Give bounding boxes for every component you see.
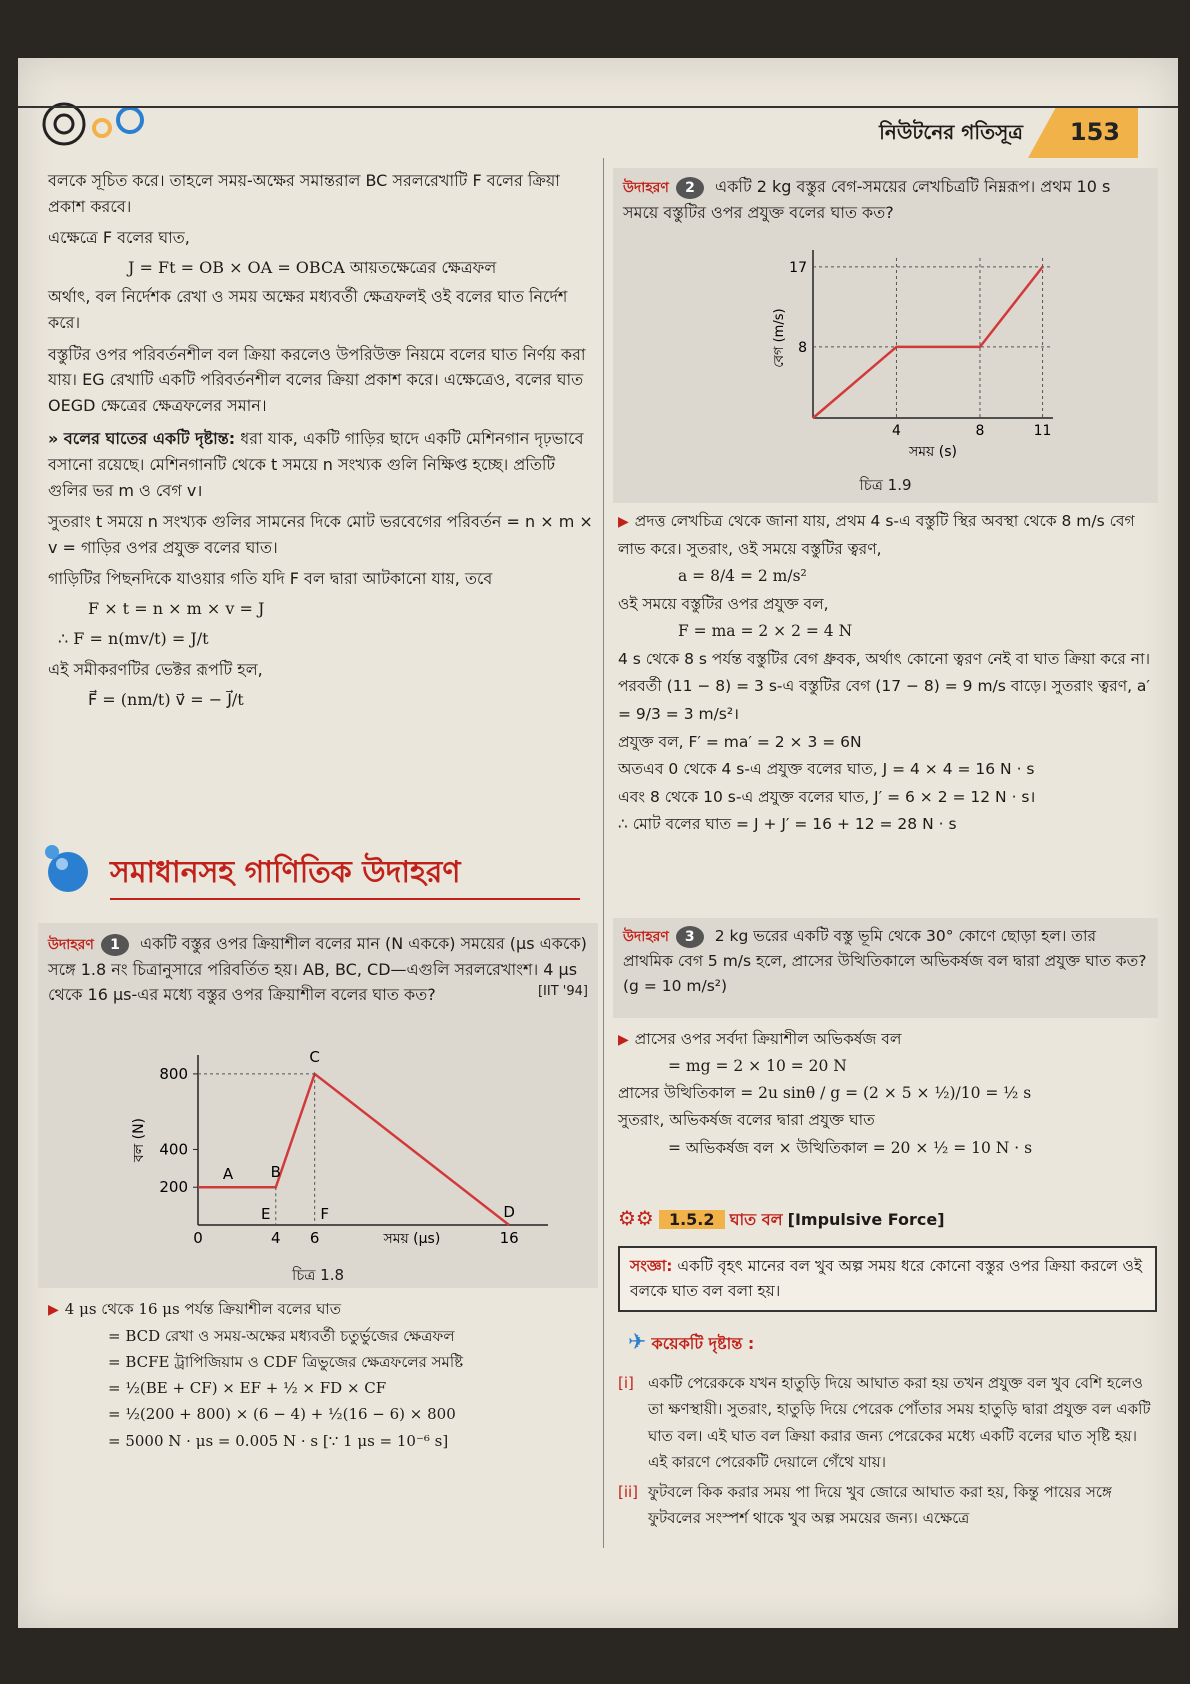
paragraph: বস্তুটির ওপর পরিবর্তনশীল বল ক্রিয়া করলেও উপরিউক্ত নিয়মে বলের ঘাত নির্ণয় করা যায়। EG রেখাটি একটি পরিবর্তনশীল বলের ক্রিয়া প্রকাশ করে। এক্ষেত্রেও, বলের ঘাত OEGD ক্ষেত্রের ক্ষেত্রফলের সমান। bbox=[48, 344, 586, 415]
paragraph: ওই সময়ে বস্তুটির ওপর প্রযুক্ত বল, bbox=[618, 594, 829, 613]
section-title: ঘাত বল bbox=[729, 1210, 783, 1229]
equation: প্রাসের উত্থিতিকাল = 2u sinθ / g = (2 × 5 × ½)/10 = ½ s bbox=[618, 1084, 1032, 1103]
solution-2 bbox=[618, 508, 1158, 839]
equation: = mg = 2 × 10 = 20 N bbox=[668, 1057, 847, 1076]
definition-label: সংজ্ঞা: bbox=[630, 1257, 673, 1275]
textbook-page bbox=[18, 58, 1178, 1628]
section-title-english: [Impulsive Force] bbox=[787, 1210, 945, 1229]
y-tick-label: 8 bbox=[798, 339, 807, 356]
example-title: » বলের ঘাতের একটি দৃষ্টান্ত: bbox=[48, 429, 236, 449]
example-2 bbox=[613, 168, 1158, 503]
y-axis-label: বল (N) bbox=[131, 1117, 147, 1163]
list-text: একটি পেরেককে যখন হাতুড়ি দিয়ে আঘাত করা হয় তখন প্রযুক্ত বল খুব বেশি হলেও তা ক্ষণস্থায়ী। সুতরাং, হাতুড়ি দিয়ে পেরেক পোঁতার সময় হাতুড়ি দ্বারা প্রযুক্ত বল একটি ঘাত বল। এই ঘাত বল ক্রিয়া করার জন্য পেরেকের মধ্যে একটি বলের ঘাত সৃষ্টি হয়। এই কারণে পেরেকটি দেয়ালে গেঁথে যায়। bbox=[648, 1374, 1151, 1471]
example-3 bbox=[613, 918, 1158, 1018]
chapter-title: নিউটনের গতিসূত্র bbox=[879, 120, 1023, 144]
arrow-icon: ▶ bbox=[618, 514, 629, 530]
page-number: 153 bbox=[1069, 118, 1120, 146]
velocity-series-line bbox=[813, 267, 1043, 418]
solution-3 bbox=[618, 1026, 1158, 1162]
equation: F = ma = 2 × 2 = 4 N bbox=[678, 622, 853, 641]
examples-heading bbox=[628, 1330, 1148, 1358]
list-item bbox=[618, 1370, 1158, 1475]
paragraph: গাড়িটির পিছনদিকে যাওয়ার গতি যদি F বল দ্বারা আটকানো যায়, তবে bbox=[48, 569, 493, 589]
example-body: ধরা যাক, একটি গাড়ির ছাদে একটি মেশিনগান দৃঢ়ভাবে বসানো রয়েছে। মেশিনগানটি থেকে t সময়ে n সংখ্যক গুলি নিক্ষিপ্ত হচ্ছে। প্রতিটি গুলির ভর m ও বেগ v। bbox=[48, 429, 584, 500]
equation: F × t = n × m × v = J bbox=[88, 598, 265, 618]
gear-icon: ⚙⚙ bbox=[618, 1206, 654, 1230]
list-item bbox=[618, 1479, 1158, 1532]
x-tick-label: 8 bbox=[975, 423, 985, 439]
paragraph: সুতরাং t সময়ে n সংখ্যক গুলির সামনের দিকে মোট ভরবেগের পরিবর্তন = n × m × v = গাড়ির ওপর প্রযুক্ত বলের ঘাত। bbox=[48, 512, 593, 557]
equation: ∴ F = n(mv/t) = J/t bbox=[58, 628, 209, 648]
example-number: 2 bbox=[676, 177, 704, 199]
header-rule bbox=[18, 106, 1178, 108]
left-column bbox=[48, 168, 593, 712]
paragraph: সুতরাং, অভিকর্ষজ বলের দ্বারা প্রযুক্ত ঘাত bbox=[618, 1111, 875, 1130]
point-label: C bbox=[309, 1047, 320, 1066]
y-tick-label: 400 bbox=[159, 1140, 188, 1159]
x-tick-label: 11 bbox=[1033, 423, 1052, 439]
solution-line: = BCFE ট্রাপিজিয়াম ও CDF ত্রিভুজের ক্ষেত্রফলের সমষ্টি bbox=[108, 1352, 464, 1371]
definition-text: একটি বৃহৎ মানের বল খুব অল্প সময় ধরে কোনো বস্তুর ওপর ক্রিয়া করলে ওই বলকে ঘাত বল বলা হয়। bbox=[630, 1257, 1143, 1300]
force-series-line bbox=[198, 1074, 509, 1225]
list-marker: [ii] bbox=[618, 1483, 639, 1501]
force-time-chart bbox=[48, 1035, 588, 1270]
point-label: B bbox=[270, 1163, 281, 1182]
x-tick-label: 0 bbox=[193, 1229, 203, 1247]
equation: = অভিকর্ষজ বল × উত্থিতিকাল = 20 × ½ = 10 N · s bbox=[668, 1138, 1033, 1157]
example-question: একটি 2 kg বস্তুর বেগ-সময়ের লেখচিত্রটি নিম্নরূপ। প্রথম 10 s সময়ে বস্তুটির ওপর প্রযুক্ত বলের ঘাত কত? bbox=[623, 177, 1111, 222]
example-tag: উদাহরণ bbox=[623, 929, 669, 945]
point-label: E bbox=[261, 1205, 271, 1223]
bubble-icon bbox=[38, 840, 98, 900]
example-1 bbox=[38, 923, 598, 1288]
list-marker: [i] bbox=[618, 1374, 634, 1392]
definition-box bbox=[618, 1246, 1157, 1312]
paragraph: ▶ প্রদত্ত লেখচিত্র থেকে জানা যায়, প্রথম 4 s-এ বস্তুটি স্থির অবস্থা থেকে 8 m/s বেগ লাভ করে। সুতরাং, ওই সময়ে বস্তুটির ত্বরণ, bbox=[618, 512, 1135, 558]
section-rule bbox=[110, 898, 580, 900]
equation: অতএব 0 থেকে 4 s-এ প্রযুক্ত বলের ঘাত, J = 4 × 4 = 16 N · s bbox=[618, 760, 1035, 779]
x-tick-label: 16 bbox=[499, 1229, 519, 1247]
subsection-heading bbox=[618, 1206, 1158, 1234]
equation: a = 8/4 = 2 m/s² bbox=[678, 567, 807, 586]
paragraph: 4 s থেকে 8 s পর্যন্ত বস্তুটির বেগ ধ্রুবক, অর্থাৎ কোনো ত্বরণ নেই বা ঘাত ক্রিয়া করে না। পরবর্তী (11 − 8) = 3 s-এ বস্তুটির বেগ (17 − 8) = 9 m/s বাড়ে। সুতরাং ত্বরণ, a′ = 9/3 = 3 m/s²। bbox=[618, 649, 1151, 724]
solution-1 bbox=[48, 1296, 593, 1454]
column-divider bbox=[603, 158, 604, 1548]
equation: এবং 8 থেকে 10 s-এ প্রযুক্ত বলের ঘাত, J′ = 6 × 2 = 12 N · s। bbox=[618, 787, 1036, 806]
paper-plane-icon: ✈ bbox=[628, 1330, 647, 1355]
figure-caption: চিত্র 1.9 bbox=[859, 476, 912, 494]
example-tag: উদাহরণ bbox=[623, 180, 669, 196]
list-text: ফুটবলে কিক করার সময় পা দিয়ে খুব জোরে আঘাত করা হয়, কিন্তু পায়ের সঙ্গে ফুটবলের সংস্পর্শ থাকে খুব অল্প সময়ের জন্য। এক্ষেত্রে bbox=[648, 1483, 1112, 1528]
solution-intro: ▶ 4 μs থেকে 16 μs পর্যন্ত ক্রিয়াশীল বলের ঘাত bbox=[48, 1300, 341, 1318]
x-axis-label: সময় (s) bbox=[909, 444, 957, 460]
point-label: F bbox=[320, 1205, 329, 1223]
solution-line: = ½(200 + 800) × (6 − 4) + ½(16 − 6) × 800 bbox=[108, 1405, 456, 1424]
arrow-icon: ▶ bbox=[48, 1302, 59, 1318]
equation: J = Ft = OB × OA = OBCA আয়তক্ষেত্রের ক্ষেত্রফল bbox=[128, 257, 497, 277]
solution-line: = BCD রেখা ও সময়-অক্ষের মধ্যবর্তী চতুর্ভুজের ক্ষেত্রফল bbox=[108, 1326, 455, 1345]
y-tick-label: 800 bbox=[159, 1064, 188, 1083]
y-tick-label: 17 bbox=[789, 259, 807, 276]
paragraph: এক্ষেত্রে F বলের ঘাত, bbox=[48, 228, 190, 248]
examples-list bbox=[618, 1370, 1158, 1532]
x-axis-label: সময় (μs) bbox=[383, 1231, 441, 1247]
x-tick-label: 4 bbox=[892, 423, 901, 439]
paragraph: বলকে সূচিত করে। তাহলে সময়-অক্ষের সমান্তরাল BC সরলরেখাটি F বলের ক্রিয়া প্রকাশ করবে। bbox=[48, 171, 560, 216]
solution-line: = ½(BE + CF) × EF + ½ × FD × CF bbox=[108, 1379, 387, 1397]
equation: F⃗ = (nm/t) v⃗ = − J⃗/t bbox=[88, 689, 244, 709]
arrow-icon: ▶ bbox=[618, 1032, 629, 1048]
equation: প্রযুক্ত বল, F′ = ma′ = 2 × 3 = 6N bbox=[618, 732, 862, 751]
equation: ∴ মোট বলের ঘাত = J + J′ = 16 + 12 = 28 N · s bbox=[618, 815, 957, 834]
velocity-time-chart bbox=[753, 238, 1073, 473]
point-label: D bbox=[503, 1203, 515, 1221]
example-tag: উদাহরণ bbox=[48, 937, 94, 953]
example-number: 1 bbox=[101, 934, 129, 956]
examples-title: কয়েকটি দৃষ্টান্ত : bbox=[651, 1334, 755, 1353]
x-tick-label: 4 bbox=[271, 1229, 281, 1247]
section-number: 1.5.2 bbox=[659, 1210, 725, 1229]
example-number: 3 bbox=[676, 926, 704, 948]
example-question: একটি বস্তুর ওপর ক্রিয়াশীল বলের মান (N এককে) সময়ের (μs এককে) সঙ্গে 1.8 নং চিত্রানুসারে পরিবর্তিত হয়। AB, BC, CD—এগুলি সরলরেখাংশ। 4 μs থেকে 16 μs-এর মধ্যে বস্তুর ওপর ক্রিয়াশীল বলের ঘাত কত? bbox=[48, 934, 587, 1005]
paragraph bbox=[48, 426, 593, 503]
x-tick-label: 6 bbox=[309, 1229, 320, 1247]
y-axis-label: বেগ (m/s) bbox=[772, 308, 787, 368]
point-label: A bbox=[222, 1165, 234, 1184]
paragraph: এই সমীকরণটির ভেক্টর রূপটি হল, bbox=[48, 660, 263, 680]
paragraph: ▶ প্রাসের ওপর সর্বদা ক্রিয়াশীল অভিকর্ষজ বল bbox=[618, 1030, 902, 1048]
figure-caption: চিত্র 1.8 bbox=[291, 1266, 345, 1284]
example-question: 2 kg ভরের একটি বস্তু ভূমি থেকে 30° কোণে ছোড়া হল। তার প্রাথমিক বেগ 5 m/s হলে, প্রাসের উত্থিতিকালে অভিকর্ষজ বল দ্বারা প্রযুক্ত ঘাত কত? (g = 10 m/s²) bbox=[623, 927, 1147, 995]
y-tick-label: 200 bbox=[159, 1178, 188, 1197]
section-heading: সমাধানসহ গাণিতিক উদাহরণ bbox=[110, 855, 461, 890]
exam-reference: [IIT '94] bbox=[537, 984, 588, 1000]
paragraph: অর্থাৎ, বল নির্দেশক রেখা ও সময় অক্ষের মধ্যবর্তী ক্ষেত্রফলই ওই বলের ঘাত নির্দেশ করে। bbox=[48, 287, 568, 332]
solution-line: = 5000 N · μs = 0.005 N · s [∵ 1 μs = 10⁻⁶ s] bbox=[108, 1431, 449, 1450]
